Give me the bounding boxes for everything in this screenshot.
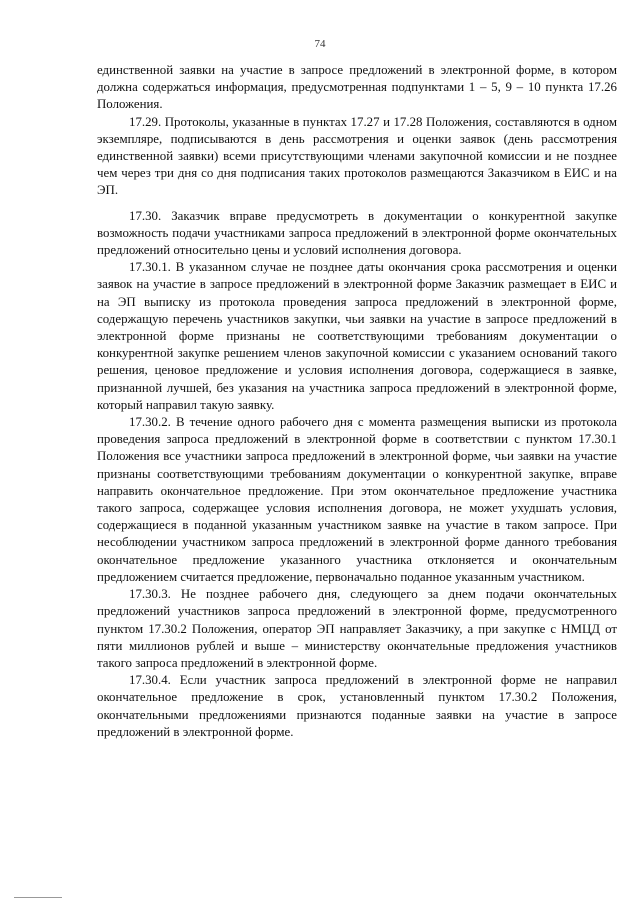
document-body	[97, 62, 617, 741]
paragraph-17-30-3: 17.30.3. Не позднее рабочего дня, следующего за днем подачи окончательных предложений участников запроса предложений в электронной форме, предусмотренного пунктом 17.30.2 Положения, оператор ЭП направляет Заказчику, а при закупке с НМЦД от пяти миллионов рублей и выше – министерству окончательные предложения участников такого запроса предложений в электронной форме.	[97, 587, 617, 670]
paragraph-17-30-2: 17.30.2. В течение одного рабочего дня с момента размещения выписки из протокола проведения запроса предложений в электронной форме в соответствии с пунктом 17.30.1 Положения все участники запроса предложений в электронной форме, чьи заявки на участие признаны соответствующими требованиям документации о конкурентной закупке, вправе направить окончательное предложение. При этом окончательное предложение участника такого запроса, содержащее условия исполнения договора, не может ухудшать условия, содержащиеся в поданной указанным участником заявке на участие в таком запросе. При несоблюдении участником запроса предложений в электронной форме данного требования окончательное предложение указанного участника отклоняется и окончательным предложением считается предложение, первоначально поданное указанным участником.	[97, 415, 617, 584]
scan-edge-mark	[14, 897, 62, 898]
paragraph-continuation: единственной заявки на участие в запросе предложений в электронной форме, в котором должна содержаться информация, предусмотренная подпунктами 1 – 5, 9 – 10 пункта 17.26 Положения.	[97, 63, 617, 112]
paragraph-17-29: 17.29. Протоколы, указанные в пунктах 17.27 и 17.28 Положения, составляются в одном экземпляре, подписываются в день рассмотрения и оценки заявок (день рассмотрения единственной заявки) всеми присутствующими членами закупочной комиссии и не позднее чем через три дня со дня подписания таких протоколов размещаются Заказчиком в ЕИС и на ЭП.	[97, 114, 617, 198]
page-number: 74	[314, 38, 326, 50]
paragraph-17-30: 17.30. Заказчик вправе предусмотреть в документации о конкурентной закупке возможность подачи участниками запроса предложений в электронной форме окончательных предложений относительно цены и условий исполнения договора.	[97, 208, 617, 258]
paragraph-17-30-4: 17.30.4. Если участник запроса предложений в электронной форме не направил окончательное предложение в срок, установленный пунктом 17.30.2 Положения, окончательными предложениями признаются поданные заявки на участие в запросе предложений в электронной форме.	[97, 673, 617, 739]
paragraph-17-30-1: 17.30.1. В указанном случае не позднее даты окончания срока рассмотрения и оценки заявок на участие в запросе предложений в электронной форме Заказчик размещает в ЕИС и на ЭП выписку из протокола проведения запроса предложений в электронной форме, содержащую перечень участников закупки, чьи заявки на участие в запросе предложений в электронной форме признаны не соответствующими требованиям документации о конкурентной закупке решением членов закупочной комиссии с указанием оснований такого решения, ценовое предложение и условия исполнения договора, содержащиеся в заявке, признанной лучшей, без указания на участника запроса предложений в электронной форме, который направил такую заявку.	[97, 260, 617, 412]
